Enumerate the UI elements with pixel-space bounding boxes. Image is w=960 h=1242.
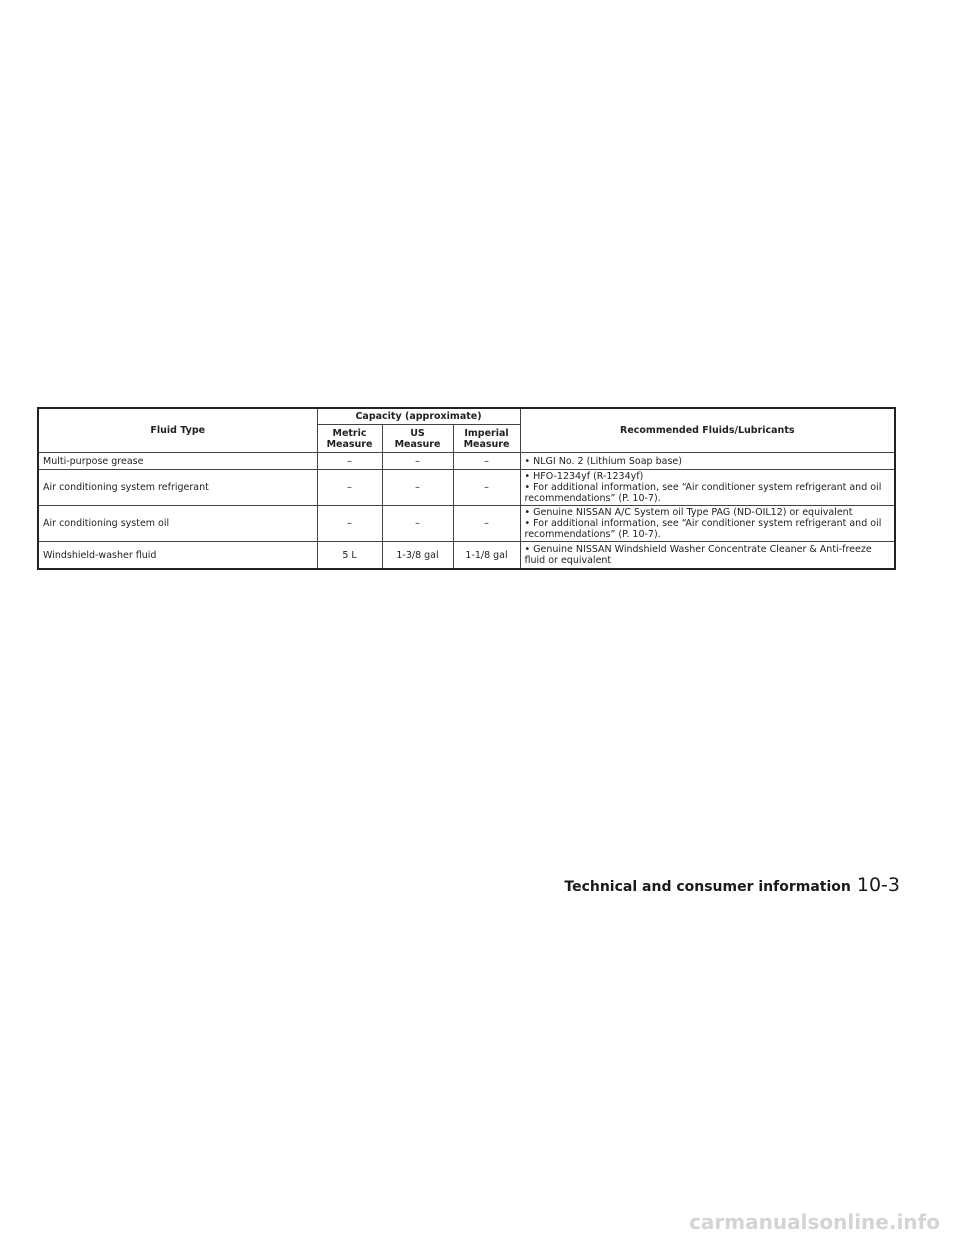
cell-recommended bbox=[520, 453, 895, 470]
cell-imperial: – bbox=[453, 506, 520, 542]
table-row bbox=[38, 542, 895, 570]
header-recommended: Recommended Fluids/Lubricants bbox=[520, 408, 895, 453]
recommendation-line: • For additional information, see “Air conditioner system refrigerant and oil recommendations” (P. 10-7). bbox=[524, 518, 882, 540]
recommendation-line: • NLGI No. 2 (Lithium Soap base) bbox=[524, 455, 682, 467]
table-row bbox=[38, 506, 895, 542]
cell-metric: – bbox=[317, 470, 382, 506]
cell-us: 1-3/8 gal bbox=[382, 542, 453, 570]
cell-imperial: 1-1/8 gal bbox=[453, 542, 520, 570]
cell-metric: – bbox=[317, 506, 382, 542]
table-row bbox=[38, 453, 895, 470]
cell-metric: – bbox=[317, 453, 382, 470]
cell-fluid-type: Multi-purpose grease bbox=[38, 453, 317, 470]
site-watermark: carmanualsonline.info bbox=[689, 1210, 940, 1234]
header-imperial: Imperial Measure bbox=[453, 425, 520, 453]
cell-recommended bbox=[520, 506, 895, 542]
cell-imperial: – bbox=[453, 453, 520, 470]
cell-us: – bbox=[382, 453, 453, 470]
cell-fluid-type: Air conditioning system refrigerant bbox=[38, 470, 317, 506]
cell-metric: 5 L bbox=[317, 542, 382, 570]
cell-recommended bbox=[520, 542, 895, 570]
cell-us: – bbox=[382, 470, 453, 506]
recommendation-line: • For additional information, see “Air conditioner system refrigerant and oil recommendations” (P. 10-7). bbox=[524, 482, 882, 504]
table-row bbox=[38, 470, 895, 506]
fluids-capacity-table bbox=[37, 407, 896, 570]
cell-us: – bbox=[382, 506, 453, 542]
section-title: Technical and consumer information bbox=[564, 879, 851, 895]
page-number: 10-3 bbox=[856, 874, 900, 896]
cell-fluid-type: Windshield-washer fluid bbox=[38, 542, 317, 570]
cell-imperial: – bbox=[453, 470, 520, 506]
header-fluid-type: Fluid Type bbox=[38, 408, 317, 453]
header-us: US Measure bbox=[382, 425, 453, 453]
cell-recommended bbox=[520, 470, 895, 506]
recommendation-line: • Genuine NISSAN Windshield Washer Concentrate Cleaner & Anti-freeze fluid or equivalent bbox=[524, 544, 872, 566]
recommendation-line: • HFO-1234yf (R-1234yf) bbox=[524, 471, 644, 482]
header-metric: Metric Measure bbox=[317, 425, 382, 453]
cell-fluid-type: Air conditioning system oil bbox=[38, 506, 317, 542]
page-footer bbox=[564, 874, 900, 896]
header-capacity: Capacity (approximate) bbox=[317, 408, 520, 425]
recommendation-line: • Genuine NISSAN A/C System oil Type PAG (ND-OIL12) or equivalent bbox=[524, 507, 853, 518]
